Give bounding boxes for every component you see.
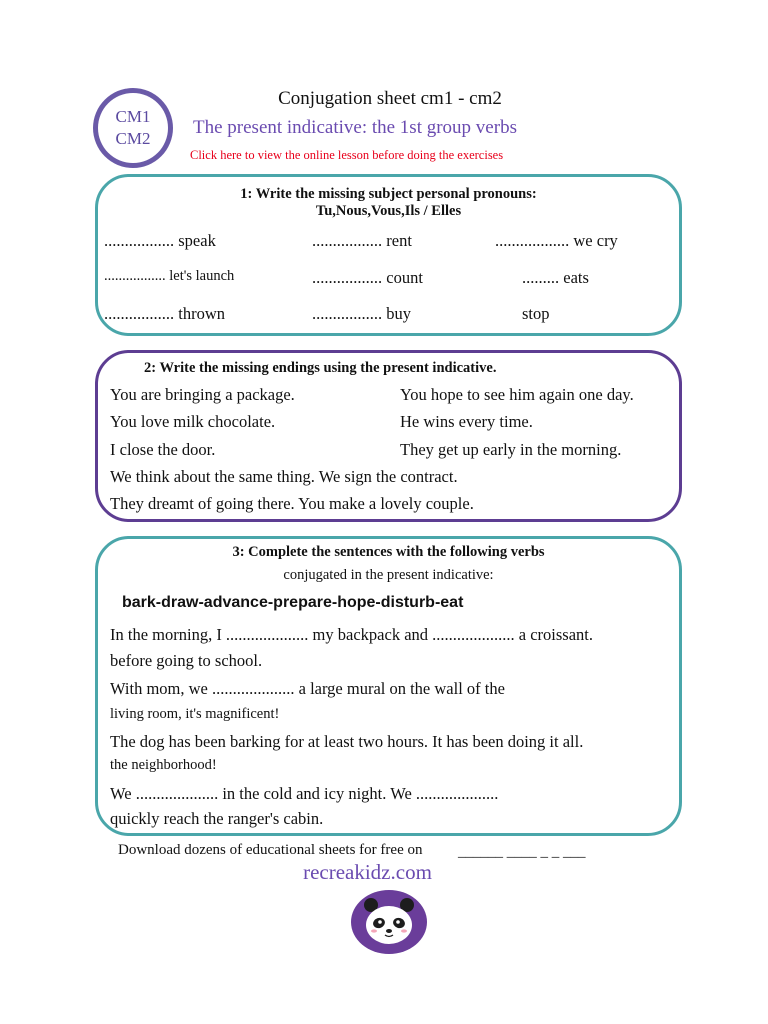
sentence-item: You are bringing a package. — [110, 385, 295, 404]
pronoun-item: stop — [522, 304, 550, 323]
pronoun-item: ................. buy — [312, 304, 411, 323]
pronoun-item: ................. thrown — [104, 304, 225, 323]
exercise-1-heading — [98, 186, 679, 220]
exercise-2-heading: 2: Write the missing endings using the present indicative. — [144, 360, 497, 376]
pronoun-item: .................. we cry — [495, 231, 618, 250]
answer-blanks: ______ ____ _ _ ___ — [458, 844, 586, 860]
exercise-3-line: In the morning, I .................... my backpack and .................... a croissant. — [110, 625, 593, 644]
pronoun-item: ................. speak — [104, 231, 216, 250]
site-link[interactable]: recreakidz.com — [303, 860, 432, 884]
pronoun-item: ................. let's launch — [104, 268, 235, 284]
sentence-item: I close the door. — [110, 440, 216, 459]
badge-cm2: CM2 — [115, 129, 151, 148]
exercise-3-line: With mom, we .................... a large mural on the wall of the — [110, 679, 505, 698]
panda-icon — [350, 889, 428, 954]
exercise-3-line: The dog has been barking for at least two hours. It has been doing it all. — [110, 732, 584, 751]
pronoun-item: ................. rent — [312, 231, 412, 250]
exercise-3-heading: 3: Complete the sentences with the following verbs — [232, 544, 545, 560]
exercise-3-subheading: conjugated in the present indicative: — [283, 567, 494, 583]
exercise-1-box — [95, 174, 682, 336]
exercise-3-line: the neighborhood! — [110, 757, 217, 773]
online-lesson-link[interactable]: Click here to view the online lesson before doing the exercises — [190, 148, 504, 162]
pronoun-item: ......... eats — [522, 268, 589, 287]
sentence-item: They get up early in the morning. — [400, 440, 622, 459]
exercise-3-line: before going to school. — [110, 651, 263, 670]
verb-list: bark-draw-advance-prepare-hope-disturb-eat — [122, 594, 464, 611]
sentence-item: You hope to see him again one day. — [400, 385, 634, 404]
page-subtitle: The present indicative: the 1st group verbs — [193, 117, 517, 138]
page-title: Conjugation sheet cm1 - cm2 — [278, 88, 502, 109]
badge-cm1: CM1 — [115, 107, 151, 126]
exercise-1-heading-line2: Tu,Nous,Vous,Ils / Elles — [315, 203, 462, 219]
exercise-1-heading-line1: 1: Write the missing subject personal pronouns: — [240, 186, 537, 202]
sentence-item: They dreamt of going there. You make a lovely couple. — [110, 494, 474, 513]
sentence-item: We think about the same thing. We sign the contract. — [110, 467, 458, 486]
exercise-3-box — [95, 536, 682, 836]
exercise-3-line: We .................... in the cold and icy night. We .................... — [110, 784, 499, 803]
exercise-3-line: living room, it's magnificent! — [110, 706, 280, 722]
exercise-2-box — [95, 350, 682, 522]
download-text: Download dozens of educational sheets for free on — [118, 842, 423, 858]
sentence-item: You love milk chocolate. — [110, 412, 276, 431]
sentence-item: He wins every time. — [400, 412, 533, 431]
pronoun-item: ................. count — [312, 268, 423, 287]
exercise-3-line: quickly reach the ranger's cabin. — [110, 809, 324, 828]
